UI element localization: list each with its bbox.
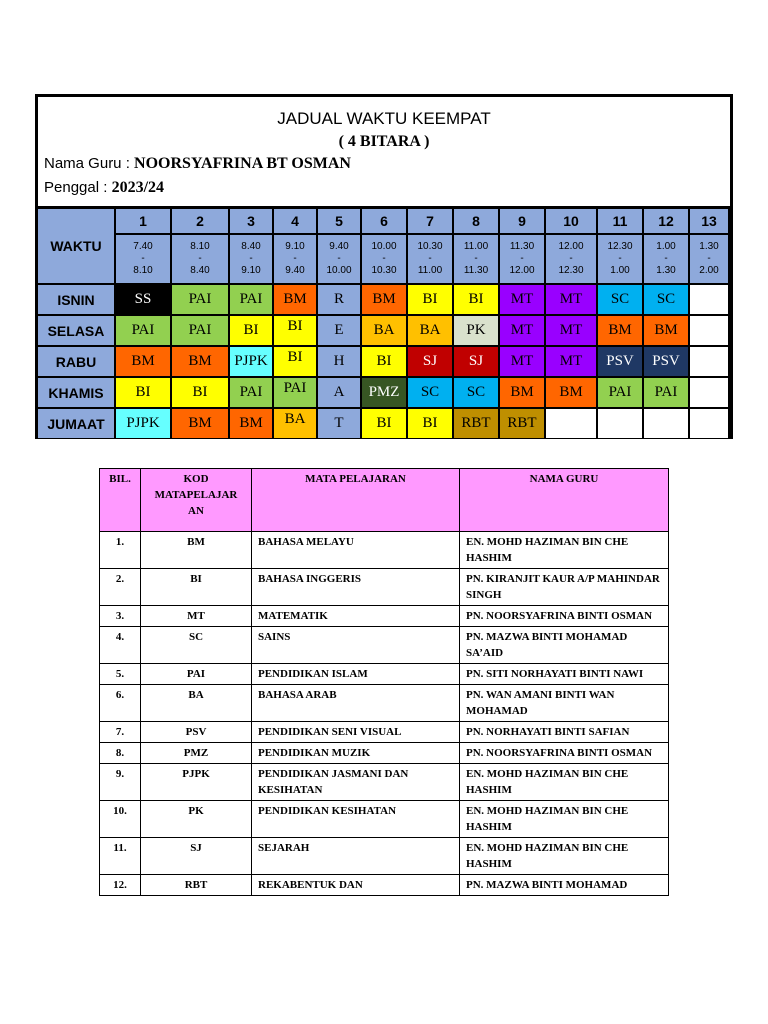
subject-cell: RBT [500, 409, 544, 438]
subject-cell [546, 409, 596, 438]
period-number: 1 [116, 209, 170, 233]
subject-cell: SC [644, 285, 688, 314]
time-line: 9.10 [285, 241, 305, 252]
subject-cell: BI [230, 316, 272, 345]
term-info [44, 179, 164, 197]
period-number: 8 [454, 209, 498, 233]
term-value: 2023/24 [111, 179, 165, 196]
subject-code: PK [141, 801, 252, 838]
subject-cell: BI [454, 285, 498, 314]
subject-cell: PSV [644, 347, 688, 376]
teacher-name: PN. SITI NORHAYATI BINTI NAWI [460, 664, 669, 685]
subject-cell: SC [408, 378, 452, 407]
time-line: 11.00 [417, 265, 443, 276]
subject-cell: BM [172, 409, 228, 438]
teacher-name: PN. NOORSYAFRINA BINTI OSMAN [460, 743, 669, 764]
timetable-grid [38, 209, 730, 436]
subject-cell: BM [172, 347, 228, 376]
subject-cell: PAI [274, 378, 316, 407]
class-name: ( 4 BITARA ) [338, 133, 430, 150]
subject-name: MATEMATIK [252, 606, 460, 627]
subject-cell [690, 378, 728, 407]
time-line: 7.40 [133, 241, 153, 252]
subject-cell: RBT [454, 409, 498, 438]
time-line: 12.30 [558, 265, 584, 276]
period-number: 5 [318, 209, 360, 233]
teacher-name: PN. MAZWA BINTI MOHAMAD SA’AID [460, 627, 669, 664]
col-mata-pelajaran: MATA PELAJARAN [252, 469, 460, 532]
period-number: 6 [362, 209, 406, 233]
subject-cell: A [318, 378, 360, 407]
subject-code: RBT [141, 875, 252, 896]
page-title: JADUAL WAKTU KEEMPAT [277, 109, 491, 128]
time-line: - [520, 253, 524, 264]
time-line: 2.00 [699, 265, 719, 276]
period-number: 12 [644, 209, 688, 233]
row-number: 7. [100, 722, 141, 743]
period-time [318, 235, 360, 283]
subject-cell: PMZ [362, 378, 406, 407]
subjects-header-row [100, 469, 669, 532]
subject-cell: BI [116, 378, 170, 407]
row-number: 2. [100, 569, 141, 606]
teacher-name: PN. WAN AMANI BINTI WAN MOHAMAD [460, 685, 669, 722]
subject-cell: R [318, 285, 360, 314]
teacher-name: NOORSYAFRINA BT OSMAN [134, 155, 351, 172]
time-line: 10.30 [371, 265, 397, 276]
teacher-name: PN. NOORSYAFRINA BINTI OSMAN [460, 606, 669, 627]
subject-cell: PAI [230, 378, 272, 407]
table-row [100, 569, 669, 606]
time-line: 11.30 [463, 265, 489, 276]
time-line: 1.00 [656, 241, 676, 252]
subject-code: PMZ [141, 743, 252, 764]
time-line: 10.00 [326, 265, 352, 276]
time-line: - [707, 253, 711, 264]
time-line: - [664, 253, 668, 264]
subject-cell: PAI [172, 316, 228, 345]
term-label: Penggal : [44, 179, 108, 196]
time-line: - [249, 253, 253, 264]
time-line: 8.10 [190, 241, 210, 252]
time-line: 11.00 [463, 241, 489, 252]
time-line: 9.40 [329, 241, 349, 252]
subject-cell: MT [546, 316, 596, 345]
time-line: - [198, 253, 202, 264]
subject-code: SJ [141, 838, 252, 875]
teacher-name: PN. MAZWA BINTI MOHAMAD [460, 875, 669, 896]
subject-cell: PJPK [230, 347, 272, 376]
row-number: 12. [100, 875, 141, 896]
table-row [100, 838, 669, 875]
period-time [274, 235, 316, 283]
waktu-label: WAKTU [38, 209, 114, 283]
teacher-label: Nama Guru : [44, 155, 130, 172]
subject-cell [690, 347, 728, 376]
period-time [454, 235, 498, 283]
day-label: SELASA [38, 316, 114, 345]
subject-cell: MT [546, 347, 596, 376]
time-line: 8.10 [133, 265, 153, 276]
subject-cell: BM [644, 316, 688, 345]
subject-cell: SJ [454, 347, 498, 376]
subject-cell: PAI [172, 285, 228, 314]
subject-cell: BI [362, 347, 406, 376]
table-row [100, 801, 669, 838]
day-label: ISNIN [38, 285, 114, 314]
subject-cell: PSV [598, 347, 642, 376]
subject-name: BAHASA INGGERIS [252, 569, 460, 606]
subject-cell: PK [454, 316, 498, 345]
row-number: 8. [100, 743, 141, 764]
subject-cell: BM [116, 347, 170, 376]
subject-cell: SC [598, 285, 642, 314]
table-row [100, 685, 669, 722]
day-label: KHAMIS [38, 378, 114, 407]
subject-name: REKABENTUK DAN [252, 875, 460, 896]
subject-name: PENDIDIKAN KESIHATAN [252, 801, 460, 838]
period-number: 9 [500, 209, 544, 233]
subjects-table [99, 468, 669, 896]
time-line: 12.00 [558, 241, 584, 252]
period-number: 4 [274, 209, 316, 233]
time-line: - [474, 253, 478, 264]
period-number: 11 [598, 209, 642, 233]
period-time [362, 235, 406, 283]
table-row [100, 627, 669, 664]
row-number: 11. [100, 838, 141, 875]
row-number: 5. [100, 664, 141, 685]
subject-cell: PAI [116, 316, 170, 345]
subject-cell: BM [274, 285, 316, 314]
subject-name: SEJARAH [252, 838, 460, 875]
time-line: - [141, 253, 145, 264]
col-nama-guru: NAMA GURU [460, 469, 669, 532]
subject-cell: BA [362, 316, 406, 345]
subject-cell [690, 285, 728, 314]
subject-cell: BM [598, 316, 642, 345]
row-number: 1. [100, 532, 141, 569]
timetable-header [38, 97, 730, 209]
subject-cell: BI [408, 285, 452, 314]
period-time [230, 235, 272, 283]
subject-cell [690, 316, 728, 345]
time-line: - [428, 253, 432, 264]
period-time [644, 235, 688, 283]
subject-cell: BI [172, 378, 228, 407]
subject-cell: BM [230, 409, 272, 438]
subject-name: SAINS [252, 627, 460, 664]
time-line: 1.30 [656, 265, 676, 276]
subject-name: PENDIDIKAN ISLAM [252, 664, 460, 685]
time-line: 11.30 [509, 241, 535, 252]
subject-cell: BA [274, 409, 316, 438]
table-row [100, 722, 669, 743]
teacher-name: EN. MOHD HAZIMAN BIN CHE HASHIM [460, 532, 669, 569]
table-row [100, 764, 669, 801]
period-time [172, 235, 228, 283]
day-label: RABU [38, 347, 114, 376]
row-number: 9. [100, 764, 141, 801]
table-row [100, 743, 669, 764]
subject-cell: BA [408, 316, 452, 345]
time-line: 12.30 [607, 241, 633, 252]
teacher-info [44, 155, 351, 173]
period-number: 7 [408, 209, 452, 233]
subject-cell: E [318, 316, 360, 345]
subject-code: BM [141, 532, 252, 569]
subject-code: PAI [141, 664, 252, 685]
subject-code: SC [141, 627, 252, 664]
time-line: 12.00 [509, 265, 535, 276]
subject-cell: PAI [598, 378, 642, 407]
subject-cell: BI [274, 347, 316, 376]
subject-cell: MT [500, 347, 544, 376]
subject-cell [644, 409, 688, 438]
col-bil: BIL. [100, 469, 141, 532]
timetable-frame [35, 94, 733, 439]
table-row [100, 532, 669, 569]
subject-cell: PAI [644, 378, 688, 407]
col-kod: KOD MATAPELAJAR AN [141, 469, 252, 532]
subject-code: BA [141, 685, 252, 722]
period-time [408, 235, 452, 283]
time-line: 10.30 [417, 241, 443, 252]
time-line: - [293, 253, 297, 264]
time-line: - [569, 253, 573, 264]
subject-cell: BM [362, 285, 406, 314]
subject-cell: MT [500, 285, 544, 314]
period-time [116, 235, 170, 283]
subject-cell: BM [546, 378, 596, 407]
teacher-name: EN. MOHD HAZIMAN BIN CHE HASHIM [460, 838, 669, 875]
teacher-name: PN. NORHAYATI BINTI SAFIAN [460, 722, 669, 743]
subject-cell: BI [362, 409, 406, 438]
subject-name: PENDIDIKAN JASMANI DAN KESIHATAN [252, 764, 460, 801]
teacher-name: EN. MOHD HAZIMAN BIN CHE HASHIM [460, 764, 669, 801]
time-line: - [618, 253, 622, 264]
period-number: 10 [546, 209, 596, 233]
time-line: 1.30 [699, 241, 719, 252]
subject-code: BI [141, 569, 252, 606]
subject-cell: MT [500, 316, 544, 345]
time-line: 1.00 [610, 265, 630, 276]
row-number: 3. [100, 606, 141, 627]
time-line: 8.40 [190, 265, 210, 276]
subject-cell [598, 409, 642, 438]
subject-cell: H [318, 347, 360, 376]
period-number: 13 [690, 209, 728, 233]
table-row [100, 875, 669, 896]
time-line: 9.10 [241, 265, 261, 276]
time-line: - [337, 253, 341, 264]
teacher-name: PN. KIRANJIT KAUR A/P MAHINDAR SINGH [460, 569, 669, 606]
row-number: 4. [100, 627, 141, 664]
time-line: 9.40 [285, 265, 305, 276]
period-time [598, 235, 642, 283]
subject-cell: BM [500, 378, 544, 407]
subject-cell: MT [546, 285, 596, 314]
time-line: - [382, 253, 386, 264]
table-row [100, 606, 669, 627]
subject-name: PENDIDIKAN MUZIK [252, 743, 460, 764]
period-time [546, 235, 596, 283]
subject-cell [690, 409, 728, 438]
period-time [500, 235, 544, 283]
subject-name: BAHASA ARAB [252, 685, 460, 722]
subject-cell: SC [454, 378, 498, 407]
subject-code: PJPK [141, 764, 252, 801]
row-number: 6. [100, 685, 141, 722]
period-number: 3 [230, 209, 272, 233]
subject-name: PENDIDIKAN SENI VISUAL [252, 722, 460, 743]
subject-name: BAHASA MELAYU [252, 532, 460, 569]
subject-cell: PAI [230, 285, 272, 314]
table-row [100, 664, 669, 685]
subject-code: PSV [141, 722, 252, 743]
teacher-name: EN. MOHD HAZIMAN BIN CHE HASHIM [460, 801, 669, 838]
subject-cell: BI [408, 409, 452, 438]
subject-cell: BI [274, 316, 316, 345]
period-time [690, 235, 728, 283]
row-number: 10. [100, 801, 141, 838]
subject-cell: T [318, 409, 360, 438]
day-label: JUMAAT [38, 409, 114, 438]
subject-cell: SS [116, 285, 170, 314]
period-number: 2 [172, 209, 228, 233]
time-line: 8.40 [241, 241, 261, 252]
subject-cell: PJPK [116, 409, 170, 438]
time-line: 10.00 [371, 241, 397, 252]
subject-code: MT [141, 606, 252, 627]
subject-cell: SJ [408, 347, 452, 376]
